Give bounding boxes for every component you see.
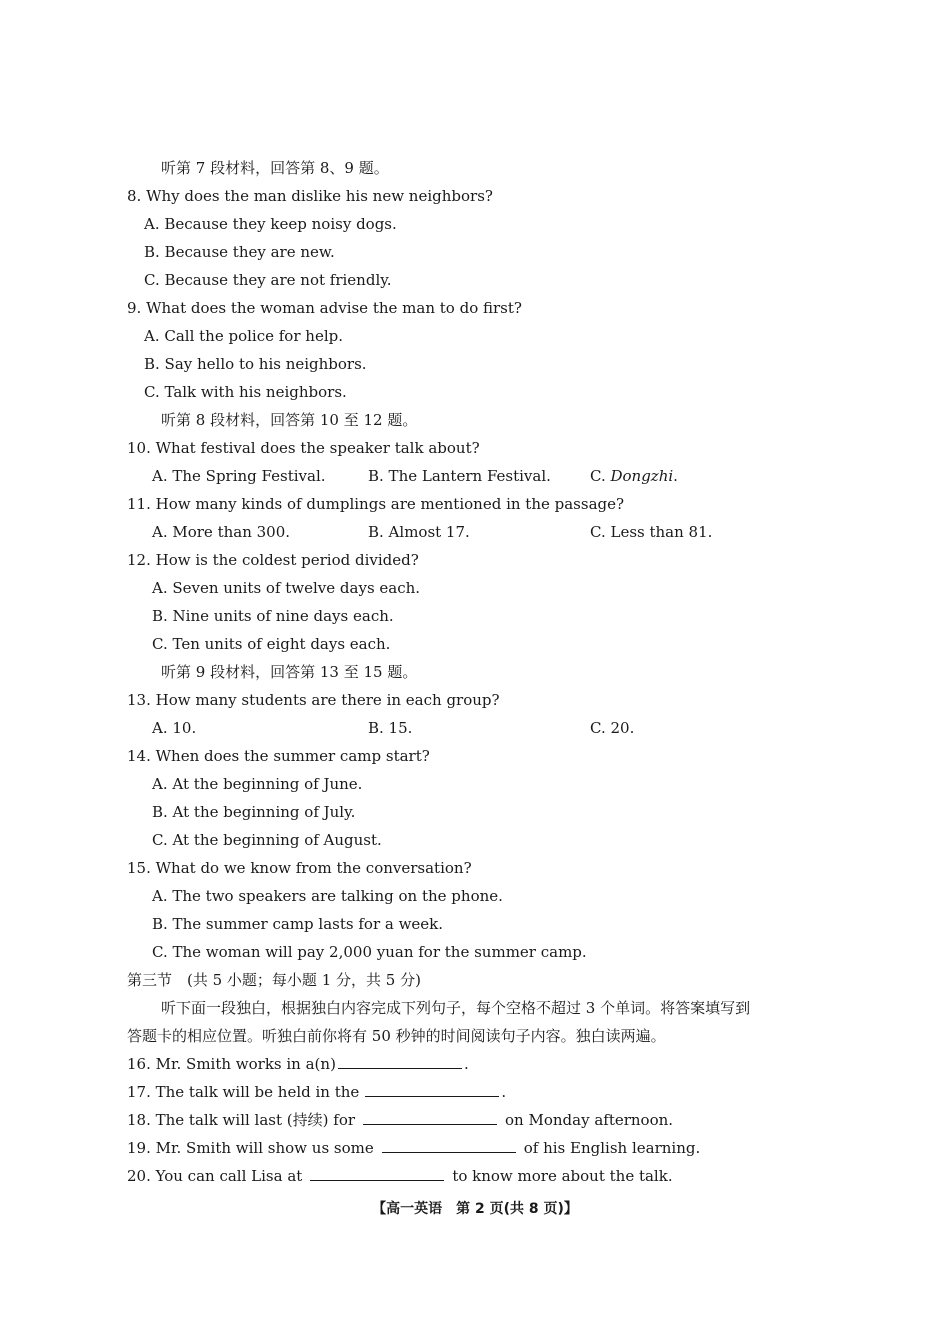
fill-suffix: . xyxy=(463,1055,469,1073)
option-a: A. Seven units of twelve days each. xyxy=(152,579,421,597)
option-b: B. The summer camp lasts for a week. xyxy=(152,915,444,933)
option-c: C. Because they are not friendly. xyxy=(144,271,392,289)
part-title: 第三节 (共 5 小题；每小题 1 分，共 5 分) xyxy=(127,971,421,989)
option-a: A. 10. xyxy=(152,719,197,737)
option-c: C. 20. xyxy=(590,719,635,737)
answer-blank xyxy=(382,1138,516,1153)
fill-question xyxy=(127,1082,506,1102)
question-stem: 10. What festival does the speaker talk about? xyxy=(127,439,480,457)
option-c: C. Ten units of eight days each. xyxy=(152,635,391,653)
section-header: 听第 8 段材料，回答第 10 至 12 题。 xyxy=(161,411,418,429)
option-a: A. Call the police for help. xyxy=(144,327,343,345)
instructions: 答题卡的相应位置。听独白前你将有 50 秒钟的时间阅读句子内容。独白读两遍。 xyxy=(127,1027,666,1045)
fill-suffix: to know more about the talk. xyxy=(452,1167,673,1185)
fill-prompt: 20. You can call Lisa at xyxy=(127,1167,303,1185)
option-a: A. The Spring Festival. xyxy=(152,467,326,485)
question-stem: 15. What do we know from the conversation? xyxy=(127,859,472,877)
question-stem: 13. How many students are there in each group? xyxy=(127,691,500,709)
option-a: A. Because they keep noisy dogs. xyxy=(144,215,397,233)
fill-suffix: on Monday afternoon. xyxy=(505,1111,674,1129)
fill-question xyxy=(127,1166,673,1186)
answer-blank xyxy=(363,1110,497,1125)
question-stem: 9. What does the woman advise the man to do first? xyxy=(127,299,522,317)
option-a: A. At the beginning of June. xyxy=(152,775,363,793)
option-b: B. Say hello to his neighbors. xyxy=(144,355,367,373)
option-c: C. Dongzhi. xyxy=(590,467,678,485)
section-header: 听第 7 段材料，回答第 8、9 题。 xyxy=(161,159,389,177)
fill-suffix: . xyxy=(501,1083,507,1101)
option-b: B. Because they are new. xyxy=(144,243,335,261)
question-stem: 14. When does the summer camp start? xyxy=(127,747,430,765)
answer-blank xyxy=(365,1082,499,1097)
fill-question xyxy=(127,1110,673,1130)
fill-suffix: of his English learning. xyxy=(523,1139,701,1157)
option-c: C. Less than 81. xyxy=(590,523,713,541)
option-c: C. Talk with his neighbors. xyxy=(144,383,347,401)
option-c: C. At the beginning of August. xyxy=(152,831,382,849)
fill-prompt: 17. The talk will be held in the xyxy=(127,1083,360,1101)
option-b: B. The Lantern Festival. xyxy=(368,467,551,485)
fill-question xyxy=(127,1054,469,1074)
question-stem: 11. How many kinds of dumplings are mentioned in the passage? xyxy=(127,495,625,513)
question-stem: 12. How is the coldest period divided? xyxy=(127,551,419,569)
option-c: C. The woman will pay 2,000 yuan for the summer camp. xyxy=(152,943,587,961)
fill-question xyxy=(127,1138,700,1158)
fill-prompt: 19. Mr. Smith will show us some xyxy=(127,1139,374,1157)
answer-blank xyxy=(338,1054,462,1069)
option-b: B. Nine units of nine days each. xyxy=(152,607,394,625)
question-stem: 8. Why does the man dislike his new neighbors? xyxy=(127,187,493,205)
fill-prompt: 16. Mr. Smith works in a(n) xyxy=(127,1055,336,1073)
answer-blank xyxy=(310,1166,444,1181)
fill-prompt: 18. The talk will last (持续) for xyxy=(127,1111,356,1129)
option-a: A. More than 300. xyxy=(152,523,291,541)
section-header: 听第 9 段材料，回答第 13 至 15 题。 xyxy=(161,663,418,681)
option-a: A. The two speakers are talking on the phone. xyxy=(152,887,503,905)
option-b: B. At the beginning of July. xyxy=(152,803,356,821)
instructions: 听下面一段独白，根据独白内容完成下列句子，每个空格不超过 3 个单词。将答案填写到 xyxy=(161,999,751,1017)
page-footer: 【高一英语 第 2 页(共 8 页)】 xyxy=(372,1201,578,1217)
option-b: B. Almost 17. xyxy=(368,523,470,541)
option-b: B. 15. xyxy=(368,719,413,737)
